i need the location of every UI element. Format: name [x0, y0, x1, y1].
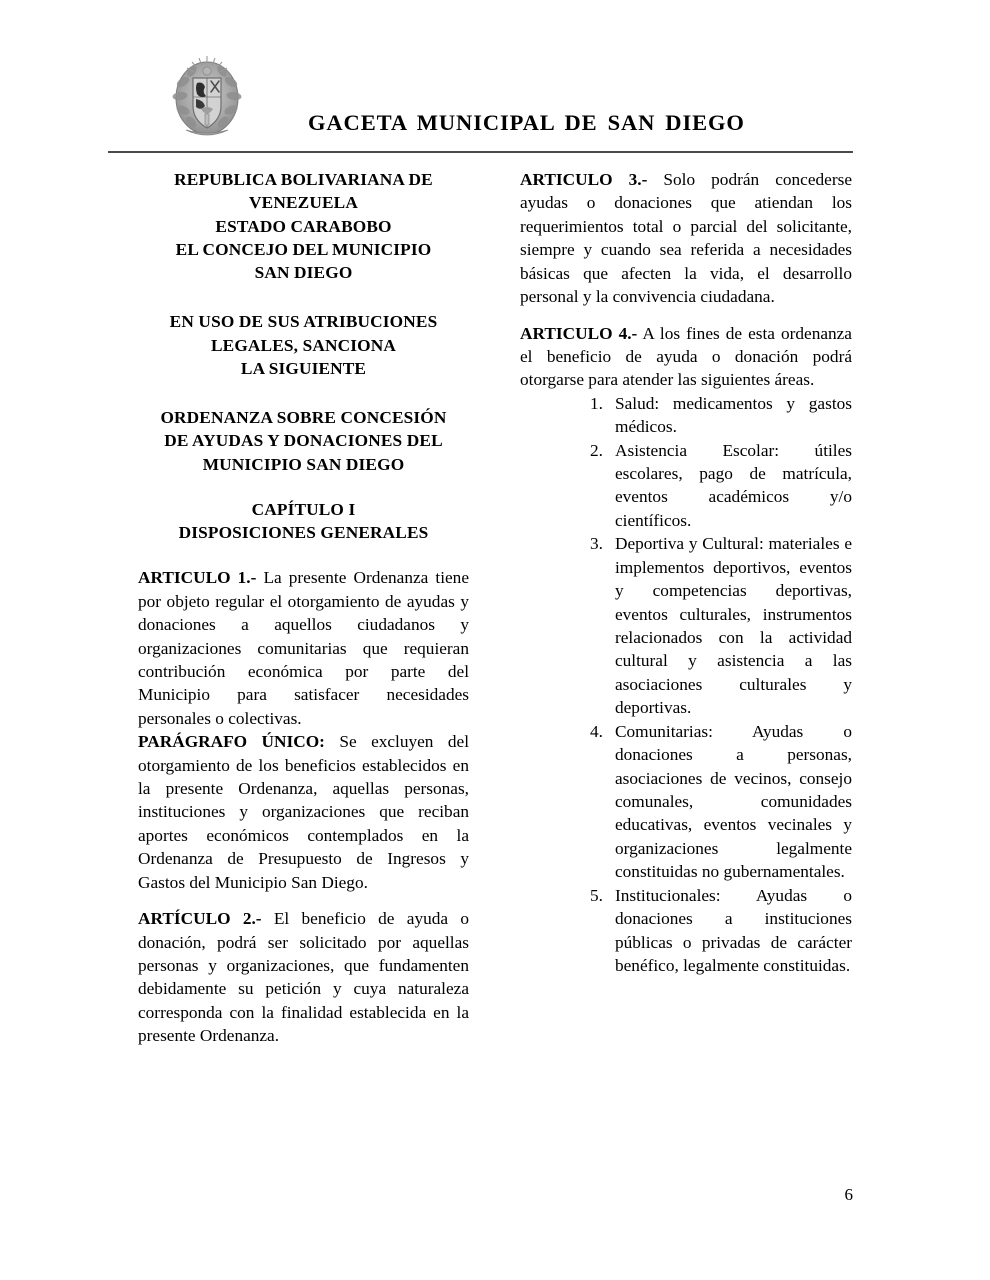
heading-line: SAN DIEGO [254, 263, 353, 282]
list-item: Deportiva y Cultural: materiales e implementos deportivos, eventos y competencias deportivas, eventos culturales, instrumentos relacionados con la actividad cultural y asistencia a las asociaciones culturales y deportivas. [615, 534, 852, 718]
articulo-2-label: ARTÍCULO 2.- [138, 909, 262, 929]
articulo-1-paragraph [138, 566, 469, 730]
heading-line: DISPOSICIONES GENERALES [178, 523, 429, 542]
articulo-1-text: La presente Ordenanza tiene por objeto regular el otorgamiento de ayudas y donaciones a aquellos ciudadanos y organizaciones comunitarias que requieran contribución económica por parte del Municipio para satisfacer necesidades personales o colectivas. [138, 568, 469, 728]
coat-of-arms-icon [170, 52, 244, 148]
articulo-1-label: ARTICULO 1.- [138, 568, 257, 588]
articulo-2-paragraph [138, 907, 469, 1048]
heading-line: MUNICIPIO SAN DIEGO [202, 454, 405, 474]
articulo-3-label: ARTICULO 3.- [520, 170, 648, 189]
articulo-4-text: A los fines de esta ordenanza el beneficio de ayuda o donación podrá otorgarse para atender las siguientes áreas. [520, 323, 852, 390]
articulo-3-paragraph [520, 168, 852, 309]
heading-line: LA SIGUIENTE [240, 358, 367, 378]
heading-line: VENEZUELA [249, 193, 358, 213]
list-item: Institucionales: Ayudas o donaciones a instituciones públicas o privadas de carácter benéfico, legalmente constituidas. [615, 885, 852, 975]
spacer [520, 309, 852, 322]
header-divider [108, 151, 853, 153]
paragrafo-unico-text: Se excluyen del otorgamiento de los beneficios establecidos en la presente Ordenanza, aquellas personas, instituciones y organizaciones que reciban aportes económicos contemplados en la Ordenanza de Presupuesto de Ingresos y Gastos del Municipio San Diego. [138, 732, 470, 892]
spacer [138, 894, 469, 907]
spacer [138, 284, 469, 310]
areas-list [520, 392, 852, 978]
heading-chapter [138, 498, 469, 545]
spacer [138, 544, 469, 566]
spacer [138, 476, 469, 498]
list-item: Salud: medicamentos y gastos médicos. [615, 393, 852, 437]
masthead [108, 48, 853, 148]
articulo-3-text: Solo podrán concederse ayudas o donaciones que atiendan los requerimientos total o parcial del solicitante, siempre y cuando sea referida a necesidades básicas que afecten la vida, el desarrollo personal y la convivencia ciudadana. [520, 170, 852, 307]
right-column [520, 168, 852, 977]
paragrafo-unico-label: PARÁGRAFO ÚNICO: [138, 732, 325, 752]
heading-republic [138, 168, 469, 284]
heading-line: EL CONCEJO DEL MUNICIPIO [175, 239, 432, 259]
articulo-4-paragraph [520, 322, 852, 392]
left-column [138, 168, 469, 1048]
paragrafo-unico-paragraph [138, 730, 469, 894]
heading-line: ESTADO CARABOBO [215, 216, 392, 236]
list-item: Asistencia Escolar: útiles escolares, pago de matrícula, eventos académicos y/o científicos. [615, 440, 852, 530]
spacer [138, 380, 469, 406]
list-item: Comunitarias: Ayudas o donaciones a personas, asociaciones de vecinos, consejo comunales, comunidades educativas, eventos vecinales y organizaciones legalmente constituidas no gubernamentales. [615, 721, 852, 882]
page-number: 6 [844, 1185, 853, 1204]
heading-ordinance-title [138, 406, 469, 476]
heading-line: REPUBLICA BOLIVARIANA DE [174, 170, 433, 189]
articulo-4-label: ARTICULO 4.- [520, 323, 638, 343]
heading-line: DE AYUDAS Y DONACIONES DEL [164, 431, 443, 451]
heading-line: LEGALES, SANCIONA [210, 335, 396, 355]
heading-line: ORDENANZA SOBRE CONCESIÓN [160, 408, 447, 427]
heading-line: EN USO DE SUS ATRIBUCIONES [169, 312, 438, 332]
articulo-2-text: El beneficio de ayuda o donación, podrá ser solicitado por aquellas personas y organizaciones, que fundamenten debidamente su petición y cuya naturaleza corresponda con la finalidad establecida en la presente Ordenanza. [138, 909, 469, 1046]
heading-line: CAPÍTULO I [251, 499, 356, 519]
heading-attributions [138, 310, 469, 380]
masthead-title: GACETA MUNICIPAL DE SAN DIEGO [308, 110, 745, 135]
